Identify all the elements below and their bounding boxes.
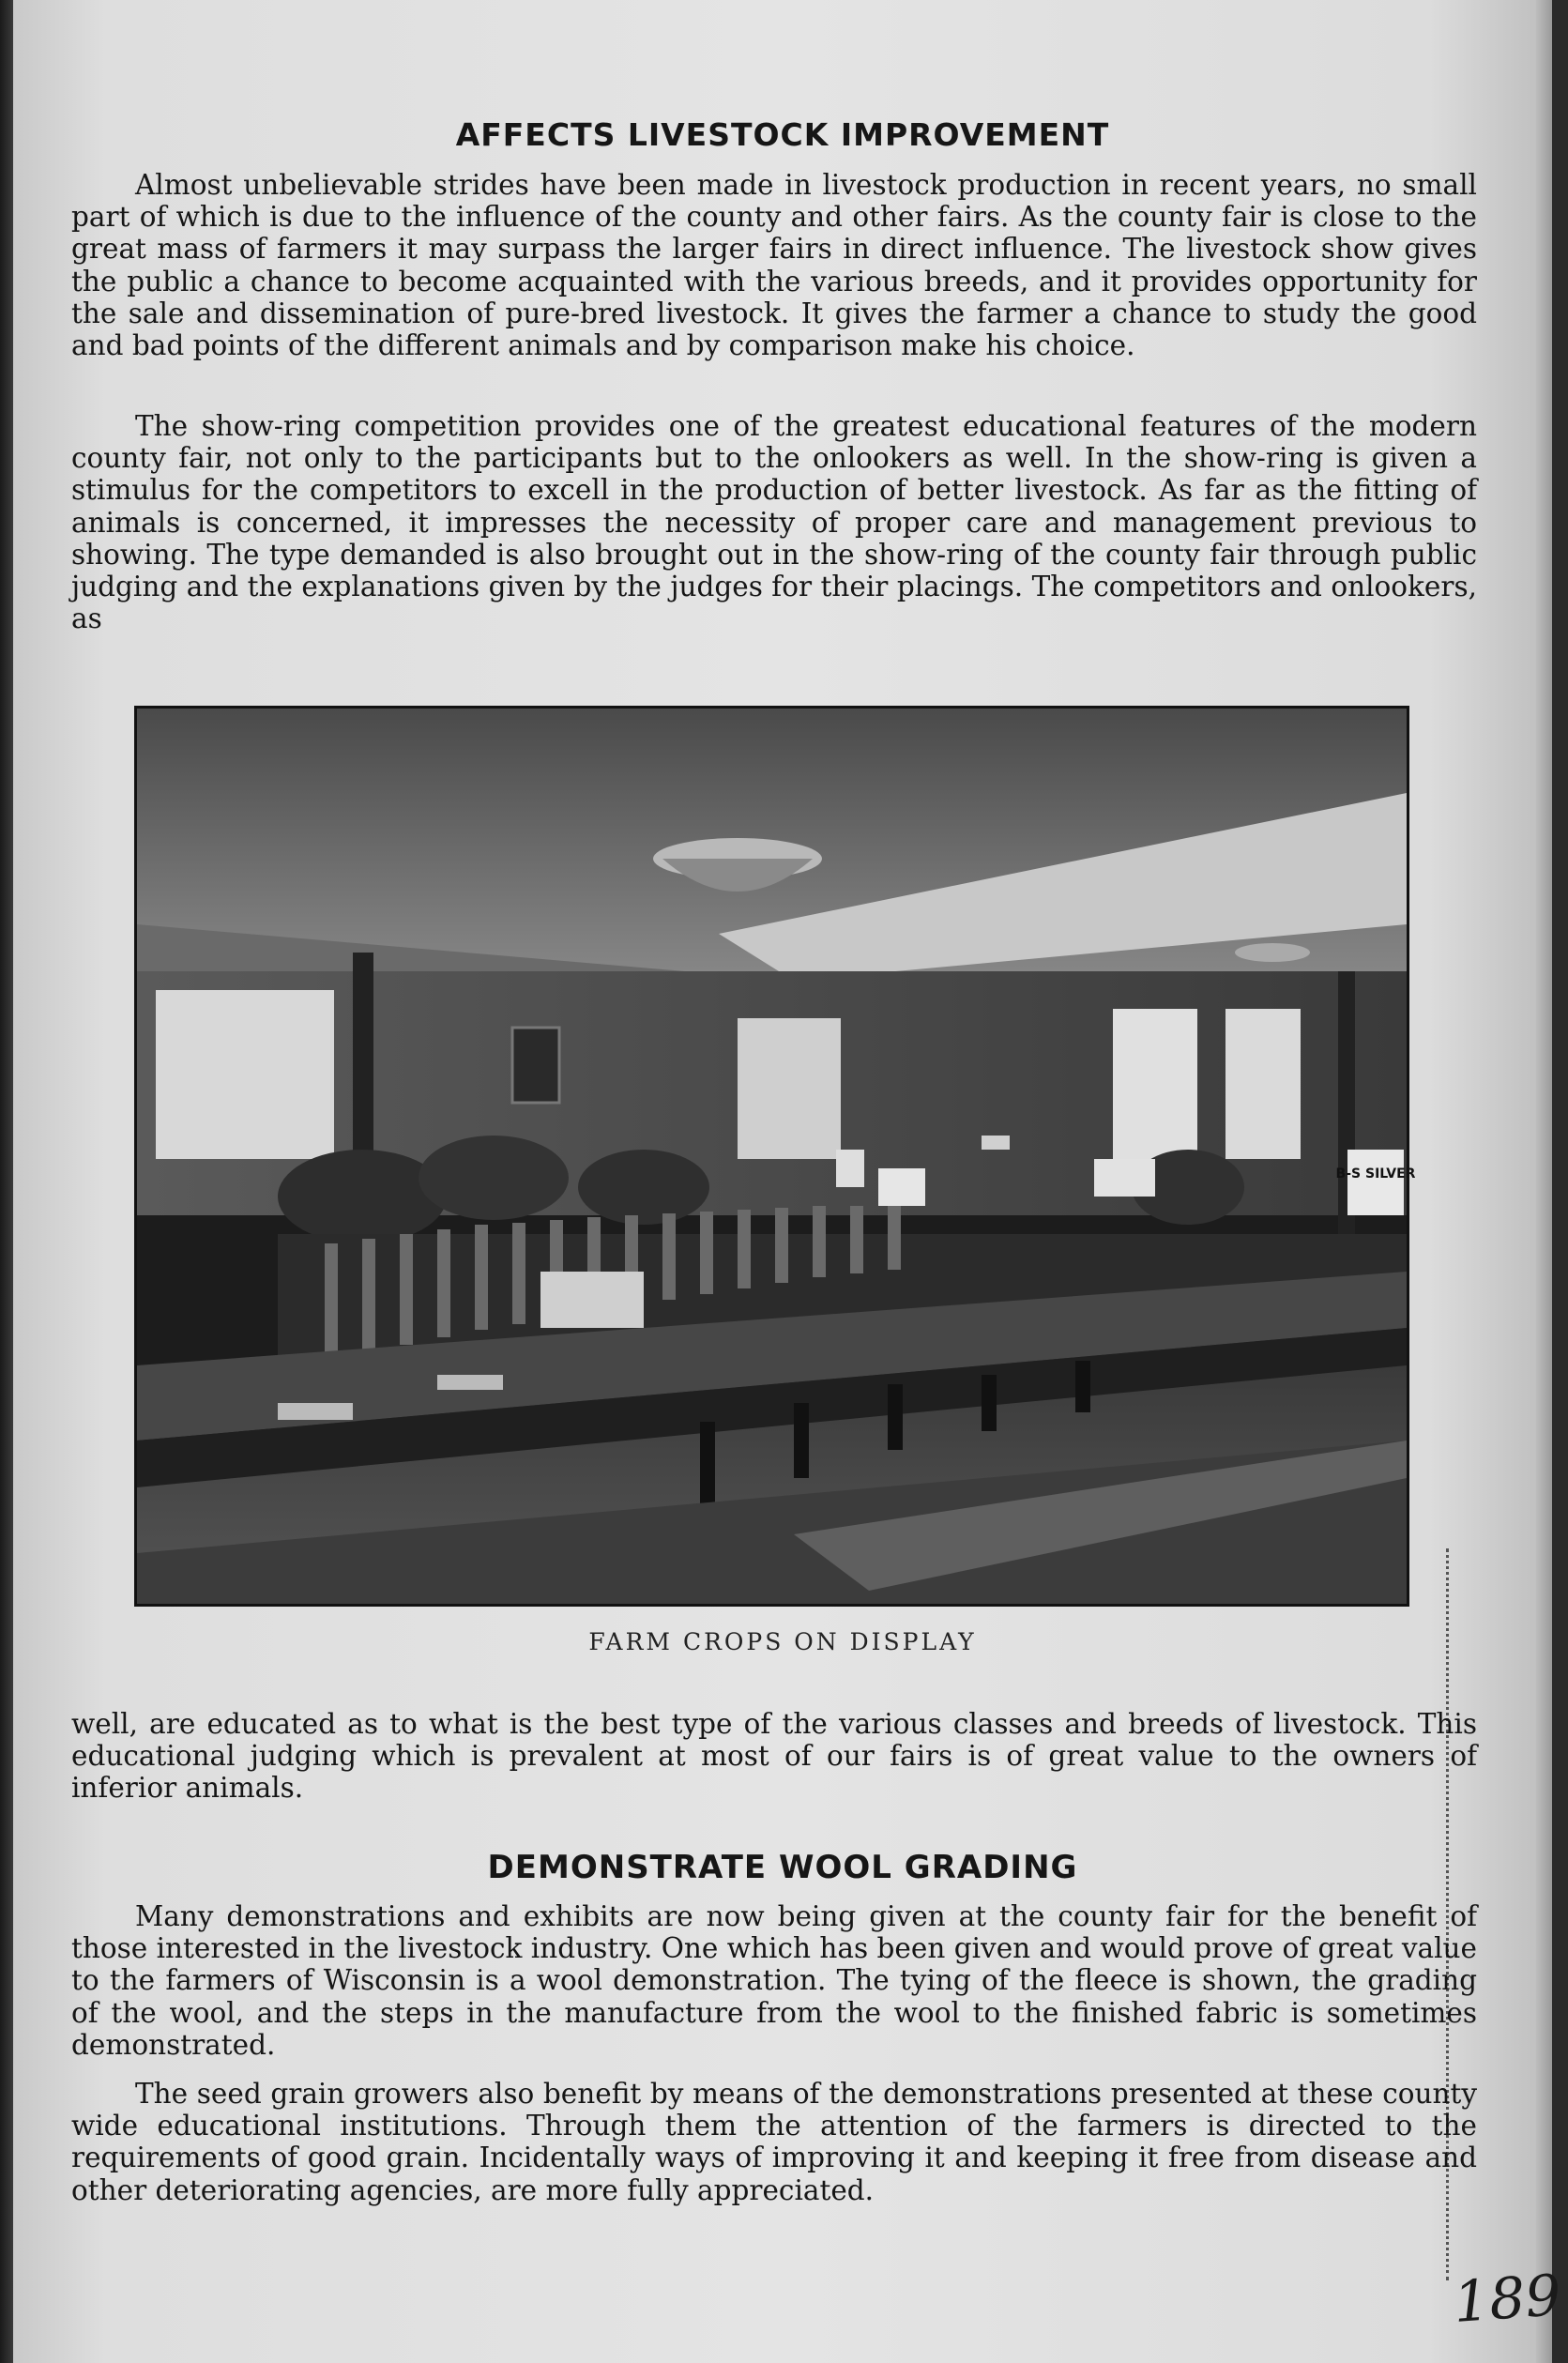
paragraph-seed-grain: The seed grain growers also benefit by means of the demonstrations presented at these county wide educational institutions. Through them the attention of the farmers is directed to the requirements of good grain. Incidentally ways of improving it and keeping it free from disease and other deteriorating agencies, are more fully appreciated. (71, 2078, 1477, 2206)
paragraph-livestock-strides: Almost unbelievable strides have been made in livestock production in recent years, no small part of which is due to the influence of the county and other fairs. As the county fair is close to the great mass of farmers it may surpass the larger fairs in direct influence. The livestock show gives the public a chance to become acquainted with the various breeds, and it provides opportunity for the sale and dissemination of pure-bred livestock. It gives the farmer a chance to study the good and bad points of the different animals and by comparison make his choice. (71, 169, 1477, 362)
section-heading-wool: DEMONSTRATE WOOL GRADING (487, 1849, 1078, 1886)
section-heading-livestock: AFFECTS LIVESTOCK IMPROVEMENT (455, 116, 1110, 153)
paragraph-show-ring: The show-ring competition provides one of the greatest educational features of the modern county fair, not only to the participants but to the onlookers as well. In the show-ring is given a stimulus for the competitors to excell in the production of better livestock. As far as the fitting of animals is concerned, it impresses the necessity of proper care and management previous to showing. The type demanded is also brought out in the show-ring of the county fair through public judging and the explanations given by the judges for their placings. The competitors and onlookers, as (71, 410, 1477, 635)
page-edge (1536, 0, 1552, 2363)
photo-farm-crops-display (134, 706, 1416, 1607)
paragraph-educated: well, are educated as to what is the best type of the various classes and breeds of livestock. This educational judging which is prevalent at most of our fairs is of great value to the owners of inferior animals. (71, 1708, 1477, 1805)
sign-text: B-S SILVER (1335, 1166, 1416, 1182)
page-number: 189 (1451, 2263, 1563, 2336)
paragraph-wool-demonstration: Many demonstrations and exhibits are now being given at the county fair for the benefit of those interested in the livestock industry. One which has been given and would prove of great value to the farmers of Wisconsin is a wool demonstration. The tying of the fleece is shown, the grading of the wool, and the steps in the manufacture from the wool to the finished fabric is sometimes demonstrated. (71, 1900, 1477, 2061)
document-page (13, 0, 1563, 2363)
photo-image (137, 709, 1416, 1604)
page-binding-shadow (0, 0, 13, 2363)
photo-caption: FARM CROPS ON DISPLAY (588, 1628, 977, 1655)
